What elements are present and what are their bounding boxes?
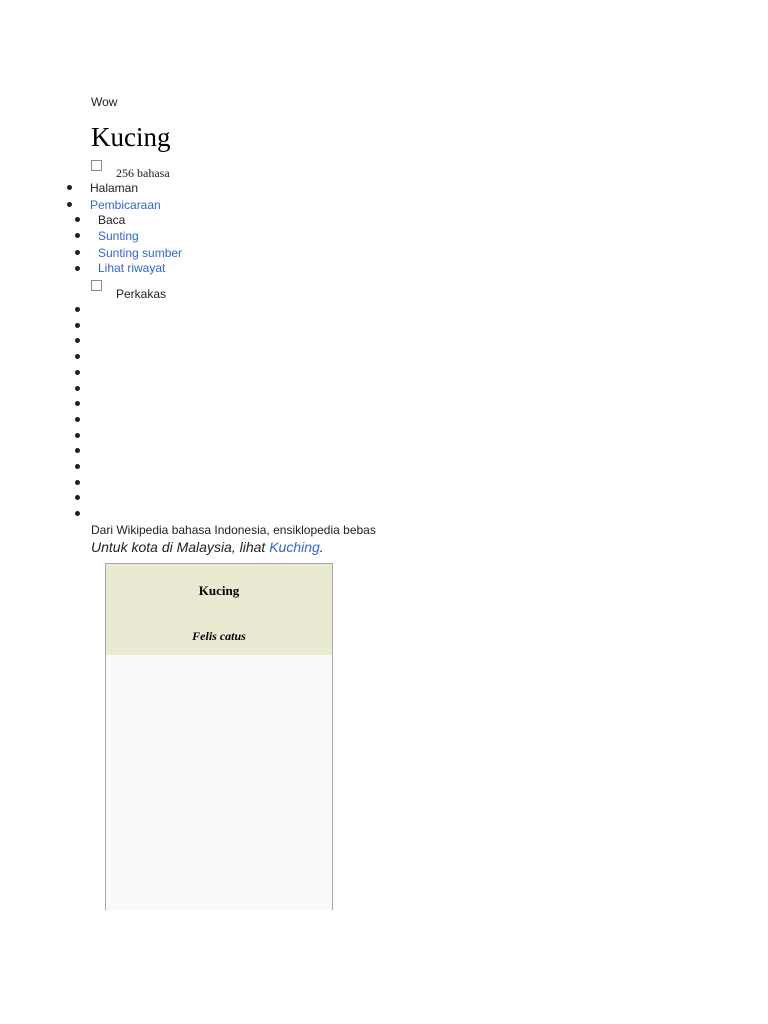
tab-lihat-riwayat[interactable]: Lihat riwayat (98, 261, 166, 275)
tab-pembicaraan[interactable]: Pembicaraan (90, 198, 161, 212)
hatnote-link-kuching[interactable]: Kuching (269, 539, 320, 555)
languages-checkbox[interactable] (91, 160, 102, 171)
tab-sunting[interactable]: Sunting (98, 229, 139, 243)
tools-list-bullet (75, 354, 80, 359)
languages-label[interactable]: 256 bahasa (116, 166, 170, 180)
infobox-scientific-name: Felis catus (192, 629, 246, 643)
list-bullet (75, 233, 80, 238)
site-subtitle: Dari Wikipedia bahasa Indonesia, ensiklopedia bebas (91, 523, 376, 537)
tools-list-bullet (75, 448, 80, 453)
list-bullet (67, 202, 72, 207)
tools-list-bullet (75, 511, 80, 516)
list-bullet (75, 266, 80, 271)
tab-halaman[interactable]: Halaman (90, 181, 139, 195)
tools-list-bullet (75, 386, 80, 391)
tab-sunting-sumber[interactable]: Sunting sumber (98, 246, 183, 260)
list-bullet (67, 185, 72, 190)
tools-checkbox[interactable] (91, 280, 102, 291)
infobox-header (106, 564, 332, 655)
site-notice: Wow (91, 95, 118, 109)
tools-list-bullet (75, 370, 80, 375)
tools-list-bullet (75, 307, 80, 312)
tools-list-bullet (75, 401, 80, 406)
tools-list-bullet (75, 323, 80, 328)
infobox-title: Kucing (198, 583, 240, 598)
tab-baca[interactable]: Baca (98, 213, 126, 227)
list-bullet (75, 250, 80, 255)
list-bullet (75, 217, 80, 222)
tools-list-bullet (75, 480, 80, 485)
tools-list-bullet (75, 338, 80, 343)
tools-list-bullet (75, 417, 80, 422)
hatnote-text: Untuk kota di Malaysia, lihat (91, 539, 266, 555)
infobox (105, 563, 333, 910)
tools-label[interactable]: Perkakas (116, 287, 167, 301)
tools-list-bullet (75, 495, 80, 500)
tools-list-bullet (75, 433, 80, 438)
hatnote-suffix: . (319, 539, 324, 555)
page-title: Kucing (91, 122, 171, 152)
tools-list-bullet (75, 464, 80, 469)
hatnote (91, 539, 324, 555)
